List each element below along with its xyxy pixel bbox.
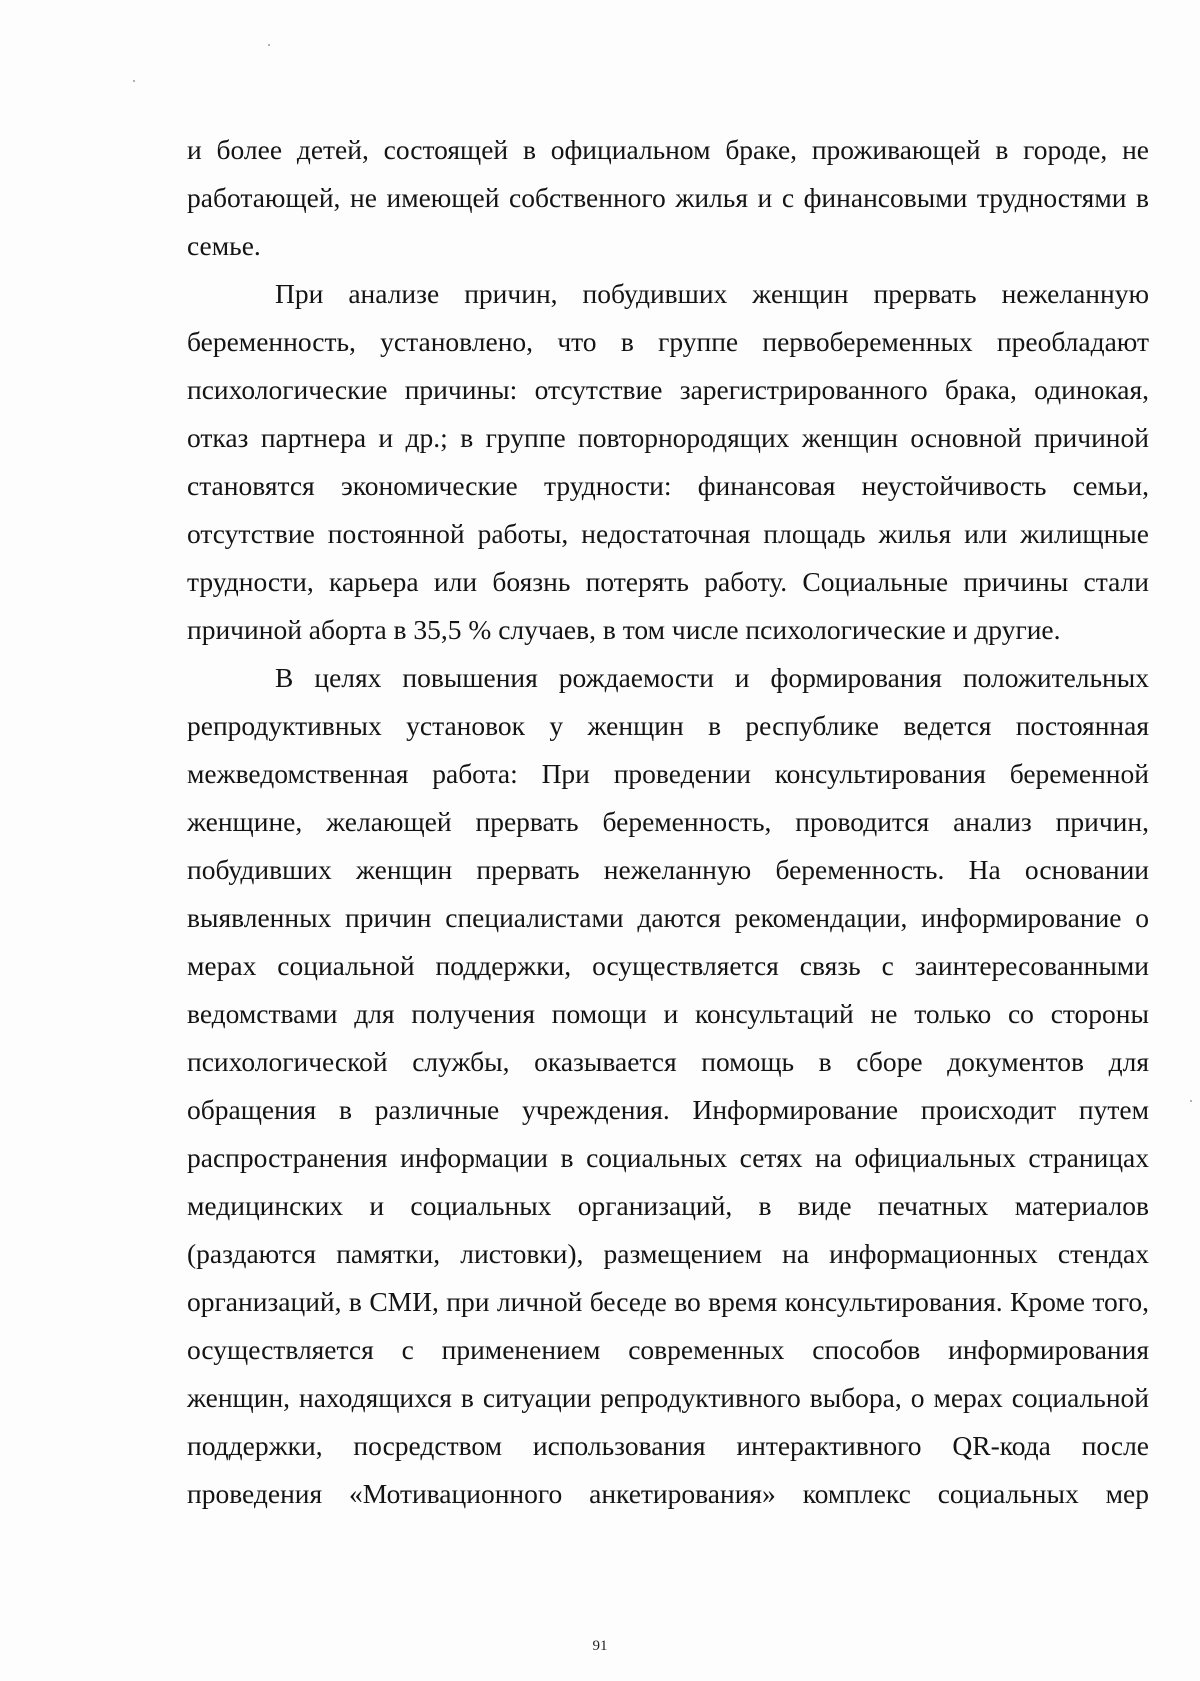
text-line: психологические причины: отсутствие зарегистрированного брака, одинокая, — [187, 374, 1149, 405]
text-line: поддержки, посредством использования интерактивного QR-кода после — [187, 1430, 1149, 1461]
text-line: женщине, желающей прервать беременность, проводится анализ причин, — [187, 806, 1149, 837]
text-line: семье. — [187, 230, 261, 261]
text-line: При анализе причин, побудивших женщин прервать нежеланную — [275, 278, 1149, 309]
text-line: и более детей, состоящей в официальном браке, проживающей в городе, не — [187, 134, 1149, 165]
scan-speck — [133, 80, 135, 82]
text-line: мерах социальной поддержки, осуществляется связь с заинтересованными — [187, 950, 1149, 981]
text-line: осуществляется с применением современных способов информирования — [187, 1334, 1149, 1365]
text-line: распространения информации в социальных сетях на официальных страницах — [187, 1142, 1149, 1173]
text-line: становятся экономические трудности: финансовая неустойчивость семьи, — [187, 470, 1149, 501]
text-line: отсутствие постоянной работы, недостаточная площадь жилья или жилищные — [187, 518, 1149, 549]
text-line: репродуктивных установок у женщин в республике ведется постоянная — [187, 710, 1149, 741]
scan-speck — [268, 44, 270, 46]
text-line: отказ партнера и др.; в группе повторнородящих женщин основной причиной — [187, 422, 1149, 453]
text-line: организаций, в СМИ, при личной беседе во время консультирования. Кроме того, — [187, 1286, 1149, 1317]
text-line: побудивших женщин прервать нежеланную беременность. На основании — [187, 854, 1149, 885]
text-line: женщин, находящихся в ситуации репродуктивного выбора, о мерах социальной — [187, 1382, 1149, 1413]
text-line: обращения в различные учреждения. Информирование происходит путем — [187, 1094, 1149, 1125]
text-line: медицинских и социальных организаций, в виде печатных материалов — [187, 1190, 1149, 1221]
text-line: межведомственная работа: При проведении консультирования беременной — [187, 758, 1149, 789]
text-line: беременность, установлено, что в группе первобеременных преобладают — [187, 326, 1149, 357]
text-line: трудности, карьера или боязнь потерять работу. Социальные причины стали — [187, 566, 1149, 597]
text-line: (раздаются памятки, листовки), размещением на информационных стендах — [187, 1238, 1149, 1269]
text-line: психологической службы, оказывается помощь в сборе документов для — [187, 1046, 1149, 1077]
page-number: 91 — [592, 1638, 608, 1654]
text-line: работающей, не имеющей собственного жилья и с финансовыми трудностями в — [187, 182, 1149, 213]
body-text — [187, 126, 1149, 1518]
scan-speck — [1190, 1100, 1192, 1102]
text-line: выявленных причин специалистами даются рекомендации, информирование о — [187, 902, 1149, 933]
text-line: ведомствами для получения помощи и консультаций не только со стороны — [187, 998, 1149, 1029]
text-line: причиной аборта в 35,5 % случаев, в том числе психологические и другие. — [187, 614, 1061, 645]
text-line: В целях повышения рождаемости и формирования положительных — [275, 662, 1149, 693]
text-line: проведения «Мотивационного анкетирования» комплекс социальных мер — [187, 1478, 1149, 1509]
